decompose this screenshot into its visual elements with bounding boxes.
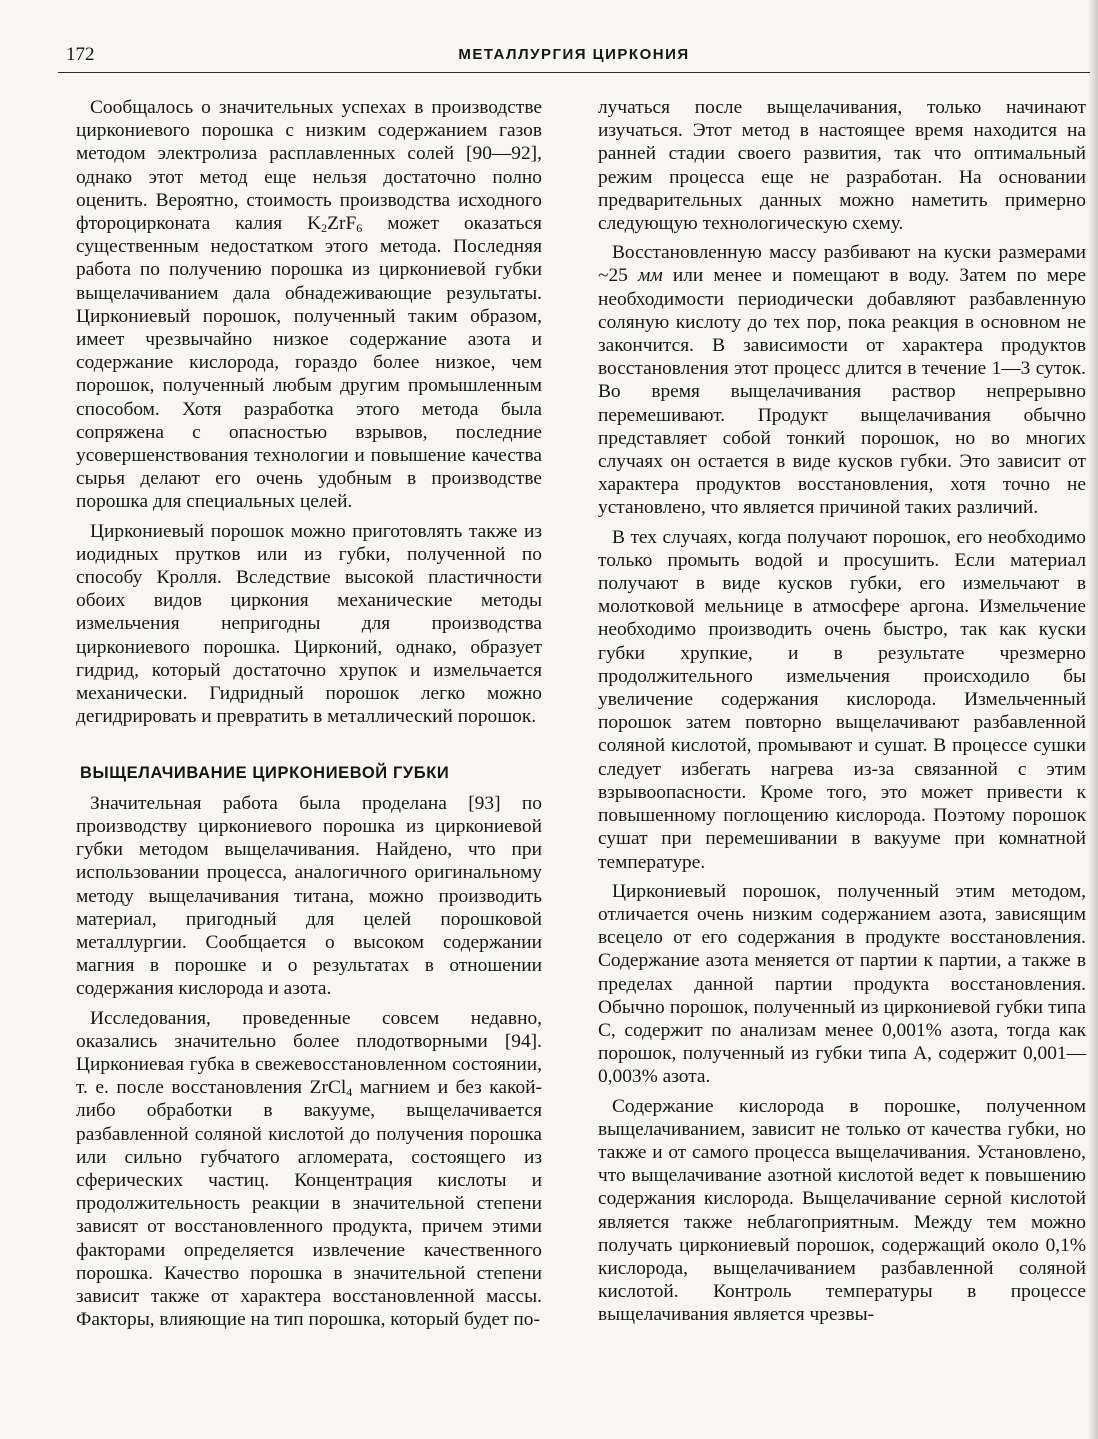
paragraph-text: Сообщалось о значительных успехах в производстве циркониевого порошка с низким содержанием газов методом электролиза расплавленных солей [90—92], однако этот метод еще нельзя достаточно полно оценить. Вероятно, стоимость производства исходного фтороцирконата калия (76, 97, 542, 235)
paragraph-text: Восстановленную массу разбивают на куски размерами ~25 (598, 242, 1086, 287)
paragraph-text: или менее и помещают в воду. Затем по мере необходимости периодически добавляют разбавленную соляную кислоту до тех пор, пока реакция в основном не закончится. В зависимости от характера продуктов восстановления этот процесс длится в течение 1—3 суток. Во время выщелачивания раствор непрерывно перемешивают. Продукт выщелачивания обычно представляет собой тонкий порошок, но во многих случаях он остается в виде кусков губки. Это зависит от характера продуктов восстановления, хотя точно не установлено, что является причиной таких различий. (598, 265, 1086, 519)
paragraph: лучаться после выщелачивания, только начинают изучаться. Этот метод в настоящее время находится на ранней стадии своего развития, так что оптимальный режим процесса еще не разработан. На основании предварительных данных можно наметить примерно следующую технологическую схему. (598, 97, 1086, 235)
paragraph: В тех случаях, когда получают порошок, его необходимо только промыть водой и просушить. Если материал получают в виде кусков губки, его измельчают в молотковой мельнице в атмосфере аргона. Измельчение необходимо производить очень быстро, так как куски губки хрупкие, и в результате чрезмерно продолжительного измельчения происходило бы увеличение содержания кислорода. Измельченный порошок затем повторно выщелачивают разбавленной соляной кислотой, промывают и сушат. В процессе сушки следует избегать нагрева из-за связанной с этим взрывоопасности. Кроме того, это может привести к повышенному поглощению кислорода. Поэтому порошок сушат при перемешивании в вакууме при комнатной температуре. (598, 526, 1086, 873)
paragraph-text: Исследования, проведенные совсем недавно, оказались значительно более плодотворными [94]. Циркониевая губка в свежевосстановленном состоянии, т. е. после восстановления (76, 1007, 542, 1099)
paragraph (598, 241, 1086, 519)
running-title: МЕТАЛЛУРГИЯ ЦИРКОНИЯ (458, 46, 690, 63)
scan-edge-shadow (1088, 0, 1098, 1439)
right-column (598, 96, 1086, 1327)
section-heading: ВЫЩЕЛАЧИВАНИЕ ЦИРКОНИЕВОЙ ГУБКИ (80, 764, 450, 783)
left-column (76, 96, 542, 1331)
paragraph: Циркониевый порошок можно приготовлять также из иодидных прутков или из губки, полученной по способу Кролля. Вследствие высокой пластичности обоих видов циркония механические методы измельчения непригодны для производства циркониевого порошка. Цирконий, однако, образует гидрид, который достаточно хрупок и измельчается механически. Гидридный порошок легко можно дегидрировать и превратить в металлический порошок. (76, 520, 542, 728)
paragraph: Циркониевый порошок, полученный этим методом, отличается очень низким содержанием азота, зависящим всецело от его содержания в продукте восстановления. Содержание азота меняется от партии к партии, а также в пределах данной партии продукта восстановления. Обычно порошок, полученный из циркониевой губки типа С, содержит по анализам менее 0,001% азота, тогда как порошок, полученный из губки типа А, содержит 0,001—0,003% азота. (598, 880, 1086, 1088)
unit-mm: мм (638, 265, 663, 287)
paragraph-text: магнием и без какой-либо обработки в вакууме, выщелачивается разбавленной соляной кислотой до получения порошка или сильно губчатого агломерата, состоящего из сферических частиц. Концентрация кислоты и продолжительность реакции в значительной степени зависят от восстановленного продукта, причем этими факторами определяется извлечение качественного порошка. Качество порошка в значительной степени зависит также от характера восстановленной массы. Факторы, влияющие на тип порошка, который будет по- (76, 1077, 542, 1331)
paragraph-text: может оказаться существенным недостатком этого метода. Последняя работа по получению порошка из циркониевой губки выщелачиванием дала обнадеживающие результаты. Циркониевый порошок, полученный таким образом, имеет чрезвычайно низкое содержание азота и содержание кислорода, гораздо более низкое, чем порошок, полученный любым другим промышленным способом. Хотя разработка этого метода была сопряжена с опасностью взрывов, последние усовершенствования технологии и повышение качества сырья делают его очень удобным в производстве порошка для специальных целей. (76, 213, 542, 513)
paragraph (76, 96, 542, 514)
page-header (58, 40, 1090, 73)
paragraph: Значительная работа была проделана [93] по производству циркониевого порошка из циркониевой губки методом выщелачивания. Найдено, что при использовании процесса, аналогичного оригинальному методу выщелачивания титана, можно производить материал, пригодный для целей порошковой металлургии. Сообщается о высоком содержании магния в порошке и о результатах в отношении содержания кислорода и азота. (76, 792, 542, 1000)
paragraph: Содержание кислорода в порошке, полученном выщелачиванием, зависит не только от качества губки, но также и от самого процесса выщелачивания. Установлено, что выщелачивание азотной кислотой ведет к повышению содержания кислорода. Выщелачивание серной кислотой является также неблагоприятным. Между тем можно получать циркониевый порошок, содержащий около 0,1% кислорода, выщелачиванием разбавленной соляной кислотой. Контроль температуры в процессе выщелачивания является чрезвы- (598, 1095, 1086, 1326)
page-number: 172 (66, 44, 95, 65)
formula-zrcl4: ZrCl$_4$ (309, 1077, 353, 1100)
formula-k2zrf6: $K_2ZrF_6$ (307, 213, 363, 236)
paragraph (76, 1007, 542, 1332)
